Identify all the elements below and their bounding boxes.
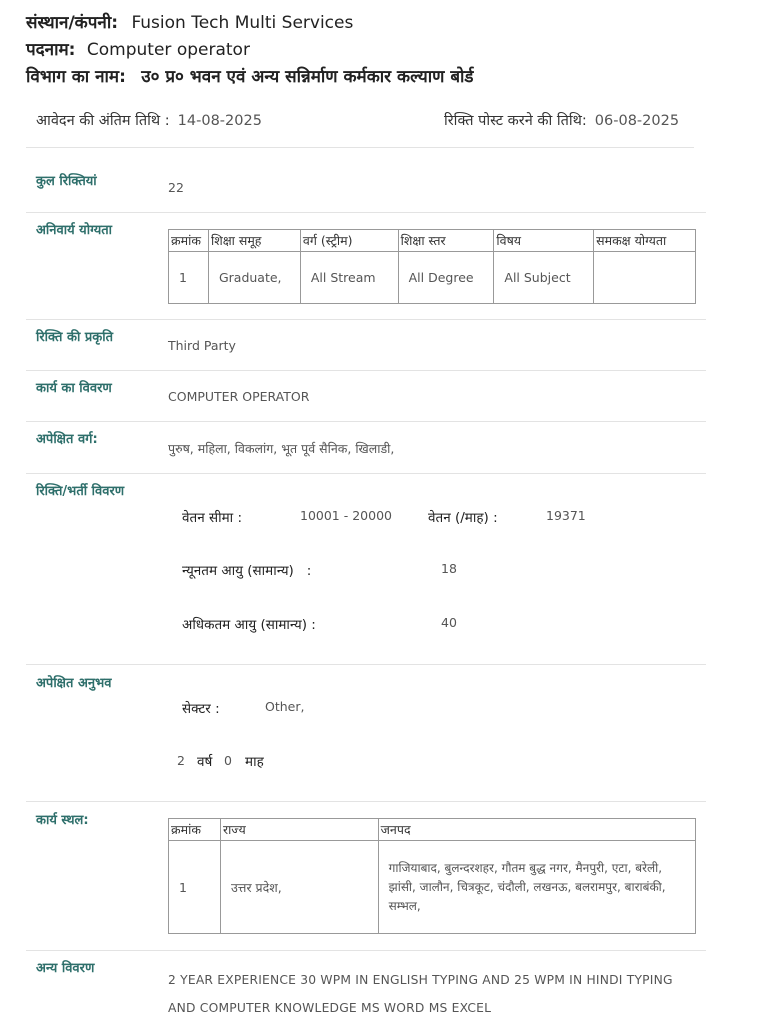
divider xyxy=(26,473,706,474)
divider xyxy=(26,421,706,422)
max-age-label: अधिकतम आयु (सामान्य) : xyxy=(182,617,316,633)
min-age-label: न्यूनतम आयु (सामान्य) : xyxy=(182,563,312,579)
location-label: कार्य स्थल: xyxy=(36,813,89,828)
sector-value: Other, xyxy=(265,699,305,714)
nature-value: Third Party xyxy=(168,338,236,353)
org-line xyxy=(26,10,353,33)
other-value: 2 YEAR EXPERIENCE 30 WPM IN ENGLISH TYPING AND 25 WPM IN HINDI TYPING AND COMPUTER KNOWLEDGE MS WORD MS EXCEL xyxy=(168,973,673,1015)
job-desc-value: COMPUTER OPERATOR xyxy=(168,389,310,404)
col-state: राज्य xyxy=(220,819,378,841)
experience-label: अपेक्षित अनुभव xyxy=(36,676,112,691)
recruitment-label: रिक्ति/भर्ती विवरण xyxy=(36,484,125,499)
cell-edu-group: Graduate, xyxy=(208,252,300,304)
divider xyxy=(26,147,694,148)
col-stream: वर्ग (स्ट्रीम) xyxy=(300,230,398,252)
table-header-row xyxy=(169,819,696,841)
last-date-label: आवेदन की अंतिम तिथि : xyxy=(36,113,170,129)
table-header-row xyxy=(169,230,696,252)
qualification-table xyxy=(168,229,696,304)
cell-serial: 1 xyxy=(169,841,221,934)
divider xyxy=(26,664,706,665)
col-edu-level: शिक्षा स्तर xyxy=(398,230,494,252)
vacancies-label: कुल रिक्तियां xyxy=(36,174,97,189)
org-value: Fusion Tech Multi Services xyxy=(131,13,354,33)
nature-label: रिक्ति की प्रकृति xyxy=(36,330,113,345)
divider xyxy=(26,212,706,213)
category-label: अपेक्षित वर्ग: xyxy=(36,432,98,447)
col-equivalent: समकक्ष योग्यता xyxy=(594,230,696,252)
cell-state: उत्तर प्रदेश, xyxy=(220,841,378,934)
experience-years: 2 xyxy=(177,753,185,768)
last-date xyxy=(36,110,262,130)
posted-date-value: 06-08-2025 xyxy=(594,113,680,129)
vacancies-value: 22 xyxy=(168,180,184,195)
cell-stream: All Stream xyxy=(300,252,398,304)
col-district: जनपद xyxy=(378,819,695,841)
dept-line xyxy=(26,64,474,87)
experience-months: 0 xyxy=(224,753,232,768)
job-desc-label: कार्य का विवरण xyxy=(36,381,112,396)
col-serial: क्रमांक xyxy=(169,230,209,252)
qualification-label: अनिवार्य योग्यता xyxy=(36,223,113,238)
posted-date xyxy=(444,110,679,130)
org-label: संस्थान/कंपनी: xyxy=(26,13,119,33)
col-subject: विषय xyxy=(494,230,594,252)
post-label: पदनाम: xyxy=(26,40,76,60)
max-age-value: 40 xyxy=(441,615,457,630)
divider xyxy=(26,370,706,371)
posted-date-label: रिक्ति पोस्ट करने की तिथि: xyxy=(444,113,587,129)
cell-serial: 1 xyxy=(169,252,209,304)
last-date-value: 14-08-2025 xyxy=(177,113,262,129)
experience-years-unit: वर्ष xyxy=(197,754,213,770)
table-row xyxy=(169,252,696,304)
location-table xyxy=(168,818,696,934)
sector-label: सेक्टर : xyxy=(182,701,220,717)
col-edu-group: शिक्षा समूह xyxy=(208,230,300,252)
category-value: पुरुष, महिला, विकलांग, भूत पूर्व सैनिक, खिलाडी, xyxy=(168,441,395,456)
salary-range-value: 10001 - 20000 xyxy=(300,508,392,523)
cell-edu-level: All Degree xyxy=(398,252,494,304)
post-line xyxy=(26,37,250,60)
min-age-value: 18 xyxy=(441,561,457,576)
other-label: अन्य विवरण xyxy=(36,961,95,976)
col-serial: क्रमांक xyxy=(169,819,221,841)
divider xyxy=(26,801,706,802)
post-value: Computer operator xyxy=(86,40,250,60)
divider xyxy=(26,950,706,951)
dept-value: उ० प्र० भवन एवं अन्य सन्निर्माण कर्मकार कल्याण बोर्ड xyxy=(141,67,474,87)
table-row xyxy=(169,841,696,934)
salary-label: वेतन (/माह) : xyxy=(428,510,498,526)
experience-months-unit: माह xyxy=(245,754,264,770)
cell-subject: All Subject xyxy=(494,252,594,304)
salary-value: 19371 xyxy=(546,508,586,523)
cell-district: गाजियाबाद, बुलन्दरशहर, गौतम बुद्ध नगर, मैनपुरी, एटा, बरेली, झांसी, जालौन, चित्रकूट, चंदौली, लखनऊ, बलरामपुर, बाराबंकी, सम्भल, xyxy=(378,841,695,934)
cell-equivalent xyxy=(594,252,696,304)
divider xyxy=(26,319,706,320)
salary-range-label: वेतन सीमा : xyxy=(182,510,243,526)
dept-label: विभाग का नाम: xyxy=(26,67,126,87)
